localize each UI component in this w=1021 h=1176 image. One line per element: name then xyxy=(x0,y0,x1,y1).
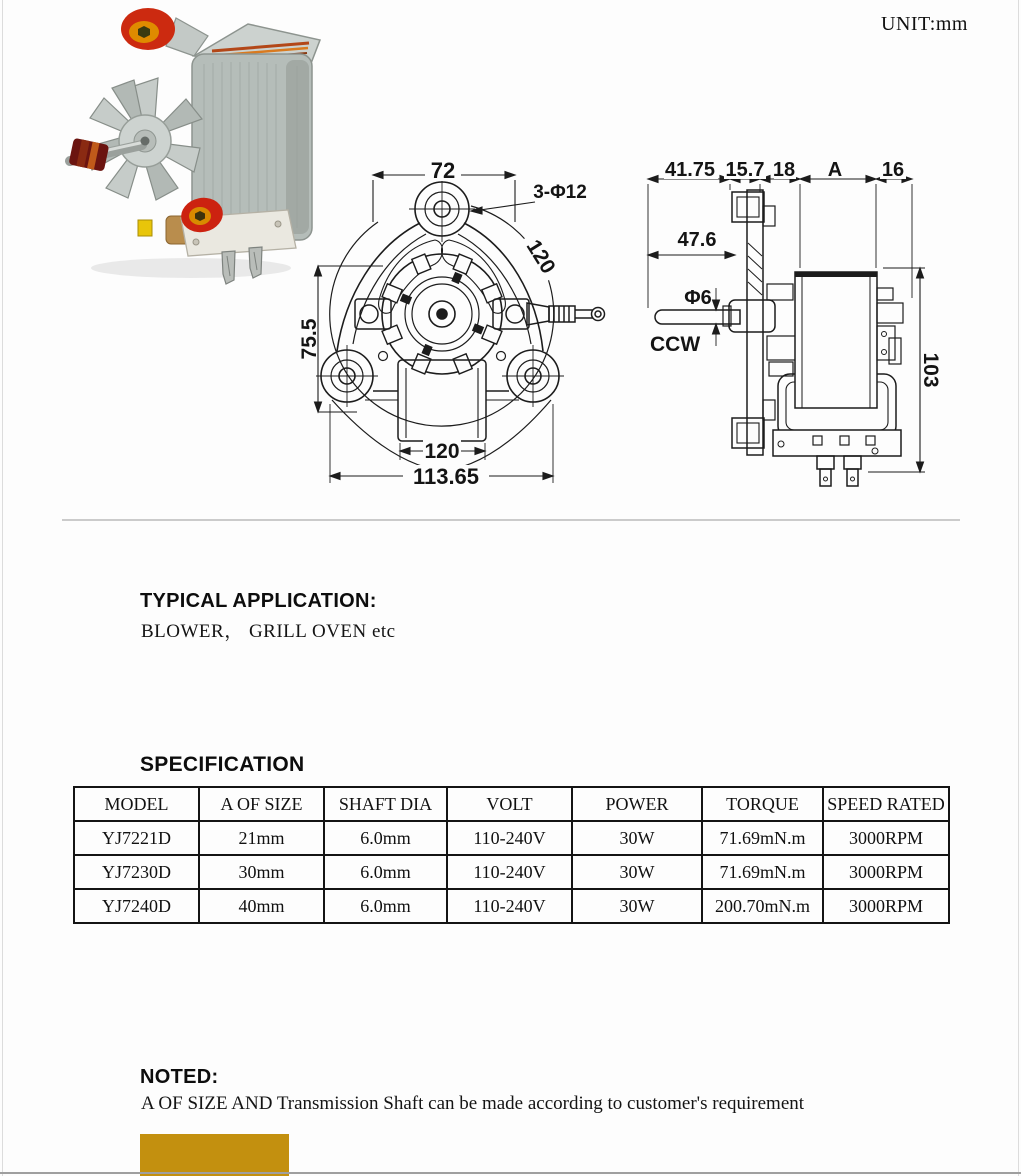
cell-power: 30W xyxy=(572,855,702,889)
cell-torque: 200.70mN.m xyxy=(702,889,823,923)
yellow-tag xyxy=(138,220,152,236)
dim-shaft-dia: Φ6 xyxy=(684,287,712,309)
dim-mounting-holes: 3-Φ12 xyxy=(533,182,587,203)
header-torque: TORQUE xyxy=(702,787,823,821)
cell-a-of-size: 40mm xyxy=(199,889,324,923)
header-shaft-dia: SHAFT DIA xyxy=(324,787,447,821)
dim-flange: 18 xyxy=(772,159,796,181)
noted-body: A OF SIZE AND Transmission Shaft can be made according to customer's requirement xyxy=(141,1093,805,1114)
front-view-drawing xyxy=(295,148,625,493)
motor-photo xyxy=(16,2,332,294)
header-volt: VOLT xyxy=(447,787,572,821)
cell-speed-rated: 3000RPM xyxy=(823,821,949,855)
cell-torque: 71.69mN.m xyxy=(702,855,823,889)
cell-power: 30W xyxy=(572,889,702,923)
dim-hub: 15.7 xyxy=(725,159,765,181)
table-row xyxy=(74,889,949,923)
header-a-of-size: A OF SIZE xyxy=(199,787,324,821)
header-speed-rated: SPEED RATED xyxy=(823,787,949,821)
dim-rear: 16 xyxy=(881,159,905,181)
dim-bottom-inner: 120 xyxy=(424,440,460,463)
table-row xyxy=(74,821,949,855)
cell-shaft-dia: 6.0mm xyxy=(324,889,447,923)
dim-top-width: 72 xyxy=(430,158,456,183)
unit-label: UNIT:mm xyxy=(881,13,968,35)
cell-volt: 110-240V xyxy=(447,855,572,889)
cell-model: YJ7221D xyxy=(74,821,199,855)
cell-volt: 110-240V xyxy=(447,889,572,923)
noted-heading: NOTED: xyxy=(140,1066,219,1088)
gold-accent-bar xyxy=(140,1134,289,1176)
dim-height: 103 xyxy=(919,352,942,388)
side-view-drawing xyxy=(628,148,958,488)
cell-torque: 71.69mN.m xyxy=(702,821,823,855)
cell-shaft-dia: 6.0mm xyxy=(324,855,447,889)
page-left-edge xyxy=(2,0,3,1176)
page-right-edge xyxy=(1018,0,1019,1176)
header-model: MODEL xyxy=(74,787,199,821)
header-power: POWER xyxy=(572,787,702,821)
dim-bottom-outer: 113.65 xyxy=(412,464,480,489)
dim-left-height: 75.5 xyxy=(298,318,321,360)
cell-speed-rated: 3000RPM xyxy=(823,889,949,923)
dim-shaft-section: 41.75 xyxy=(664,159,716,181)
cell-a-of-size: 21mm xyxy=(199,821,324,855)
specification-heading: SPECIFICATION xyxy=(140,753,305,776)
rotation-label: CCW xyxy=(650,333,701,356)
cell-model: YJ7240D xyxy=(74,889,199,923)
section-divider xyxy=(62,519,960,521)
cell-shaft-dia: 6.0mm xyxy=(324,821,447,855)
cell-power: 30W xyxy=(572,821,702,855)
cell-a-of-size: 30mm xyxy=(199,855,324,889)
dim-body-a: A xyxy=(827,159,843,181)
table-row xyxy=(74,855,949,889)
cell-speed-rated: 3000RPM xyxy=(823,855,949,889)
cell-volt: 110-240V xyxy=(447,821,572,855)
dim-bolt-circle: 120 xyxy=(521,235,560,278)
bottom-edge-line xyxy=(0,1172,1021,1174)
table-header-row xyxy=(74,787,949,821)
typical-application-body: BLOWER， GRILL OVEN etc xyxy=(141,621,396,642)
typical-application-heading: TYPICAL APPLICATION: xyxy=(140,590,377,612)
cell-model: YJ7230D xyxy=(74,855,199,889)
specification-table xyxy=(73,786,950,924)
dim-shaft-length: 47.6 xyxy=(677,229,717,251)
